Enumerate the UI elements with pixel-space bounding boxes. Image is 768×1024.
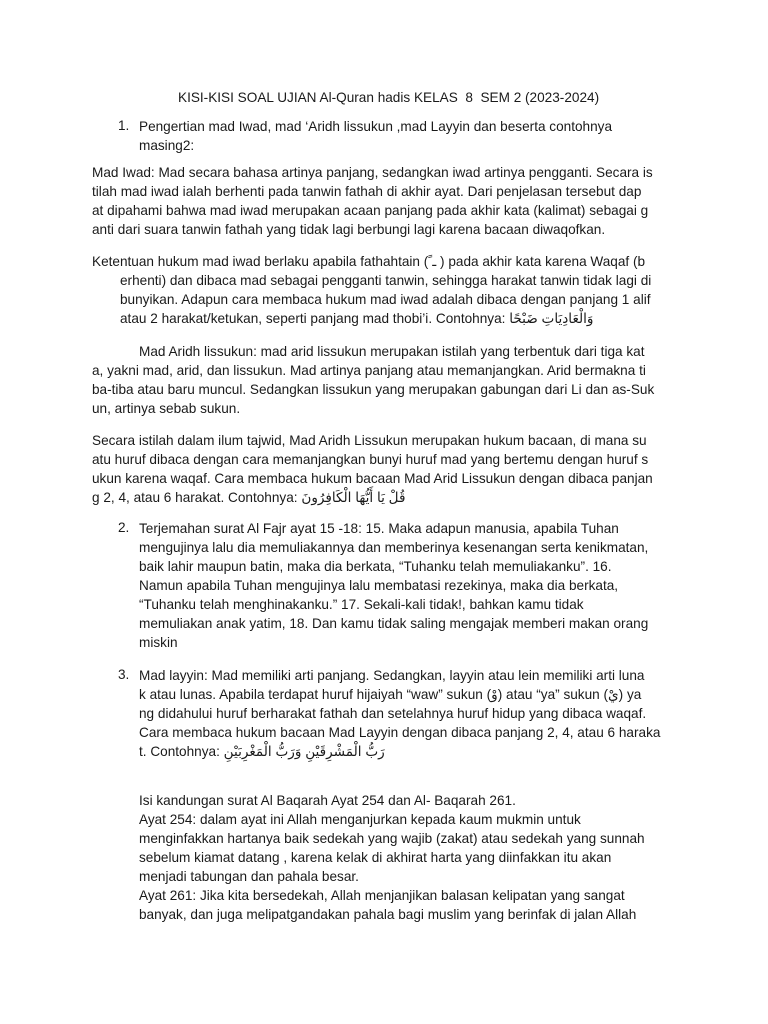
list-item-1-line: masing2: bbox=[139, 138, 195, 153]
paragraph-line: erhenti) dan dibaca mad sebagai pengganti tanwin, sehingga harakat tanwin tidak lagi di bbox=[120, 273, 652, 288]
list-item-2-line: Terjemahan surat Al Fajr ayat 15 -18: 15. Maka adapun manusia, apabila Tuhan bbox=[139, 521, 619, 536]
list-number-2: 2. bbox=[118, 520, 130, 535]
paragraph-line: atau 2 harakat/ketukan, seperti panjang mad thobi’i. Contohnya: وَالْعَادِيَاتِ ضَبْحًا bbox=[120, 311, 594, 326]
paragraph-line: bunyikan. Adapun cara membaca hukum mad iwad adalah dibaca dengan panjang 1 alif bbox=[120, 292, 651, 307]
paragraph-line: a, yakni mad, arid, dan lissukun. Mad artinya panjang atau memanjangkan. Arid bermakna ti bbox=[92, 363, 646, 378]
list-item-2-line: memuliakan anak yatim, 18. Dan kamu tidak saling mengajak memberi makan orang bbox=[139, 616, 649, 631]
list-item-2-line: “Tuhanku telah menghinakanku.” 17. Sekali-kali tidak!, bahkan kamu tidak bbox=[139, 597, 584, 612]
paragraph-line: g 2, 4, atau 6 harakat. Contohnya: قُلْ يَا أَيُّهَا الْكَافِرُونَ bbox=[92, 490, 406, 505]
paragraph-line: Mad Iwad: Mad secara bahasa artinya panjang, sedangkan iwad artinya pengganti. Secara is bbox=[92, 165, 653, 180]
paragraph-line: tilah mad iwad ialah berhenti pada tanwin fathah di akhir ayat. Dari penjelasan tersebut dap bbox=[92, 184, 642, 199]
paragraph-line: at dipahami bahwa mad iwad merupakan acaan panjang pada akhir kata (kalimat) sebagai g bbox=[92, 203, 649, 218]
paragraph-line: Ketentuan hukum mad iwad berlaku apabila fathahtain ( ًـ ) pada akhir kata karena Waqaf (b bbox=[92, 254, 646, 269]
list-item-2-line: mengujinya lalu dia memuliakannya dan memberinya kesenangan serta kenikmatan, bbox=[139, 540, 649, 555]
list-item-2-line: baik lahir maupun batin, maka dia berkata, “Tuhanku telah memuliakanku”. 16. bbox=[139, 559, 612, 574]
paragraph-line: banyak, dan juga melipatgandakan pahala bagi muslim yang berinfak di jalan Allah bbox=[139, 907, 637, 922]
paragraph-line: Isi kandungan surat Al Baqarah Ayat 254 dan Al- Baqarah 261. bbox=[139, 793, 516, 808]
list-item-2-line: Namun apabila Tuhan mengujinya lalu membatasi rezekinya, maka dia berkata, bbox=[139, 578, 619, 593]
list-item-3-line: t. Contohnya: رَبُّ الْمَشْرِقَيْنِ وَرَبُّ الْمَغْرِبَيْنِ bbox=[139, 744, 385, 759]
list-item-1-line: Pengertian mad Iwad, mad ‘Aridh lissukun ,mad Layyin dan beserta contohnya bbox=[139, 119, 613, 134]
paragraph-line: un, artinya sebab sukun. bbox=[92, 401, 241, 416]
list-item-3-line: k atau lunas. Apabila terdapat huruf hijaiyah “waw” sukun (وْ) atau “ya” sukun (يْ) ya bbox=[139, 687, 642, 702]
paragraph-line: Ayat 254: dalam ayat ini Allah menganjurkan kepada kaum mukmin untuk bbox=[139, 812, 581, 827]
list-item-3-line: Cara membaca hukum bacaan Mad Layyin dengan dibaca panjang 2, 4, atau 6 haraka bbox=[139, 725, 661, 740]
paragraph-line: Mad Aridh lissukun: mad arid lissukun merupakan istilah yang terbentuk dari tiga kat bbox=[139, 344, 645, 359]
list-item-3-line: Mad layyin: Mad memiliki arti panjang. Sedangkan, layyin atau lein memiliki arti luna bbox=[139, 668, 645, 683]
paragraph-line: ba-tiba atau baru muncul. Sedangkan lissukun yang merupakan gabungan dari Li dan as-Suk bbox=[92, 382, 655, 397]
paragraph-line: atu huruf dibaca dengan cara memanjangkan bunyi huruf mad yang bertemu dengan huruf s bbox=[92, 452, 649, 467]
list-number-3: 3. bbox=[118, 667, 130, 682]
paragraph-line: Secara istilah dalam ilum tajwid, Mad Aridh Lissukun merupakan hukum bacaan, di mana su bbox=[92, 433, 647, 448]
paragraph-line: anti dari suara tanwin fathah yang tidak lagi berbungi lagi karena bacaan diwaqofkan. bbox=[92, 222, 606, 237]
document-title: KISI-KISI SOAL UJIAN Al-Quran hadis KELAS 8 SEM 2 (2023-2024) bbox=[178, 90, 600, 105]
paragraph-line: sebelum kiamat datang , karena kelak di akhirat harta yang diinfakkan itu akan bbox=[139, 850, 612, 865]
paragraph-line: ukun karena waqaf. Cara membaca hukum bacaan Mad Arid Lissukun dengan dibaca panjan bbox=[92, 471, 653, 486]
list-item-2-line: miskin bbox=[139, 635, 178, 650]
paragraph-line: menjadi tabungan dan pahala besar. bbox=[139, 869, 359, 884]
paragraph-line: Ayat 261: Jika kita bersedekah, Allah menjanjikan balasan kelipatan yang sangat bbox=[139, 888, 625, 903]
list-item-3-line: ng didahului huruf berharakat fathah dan setelahnya huruf hidup yang dibaca waqaf. bbox=[139, 706, 647, 721]
list-number-1: 1. bbox=[118, 118, 130, 133]
paragraph-line: menginfakkan hartanya baik sedekah yang wajib (zakat) atau sedekah yang sunnah bbox=[139, 831, 645, 846]
